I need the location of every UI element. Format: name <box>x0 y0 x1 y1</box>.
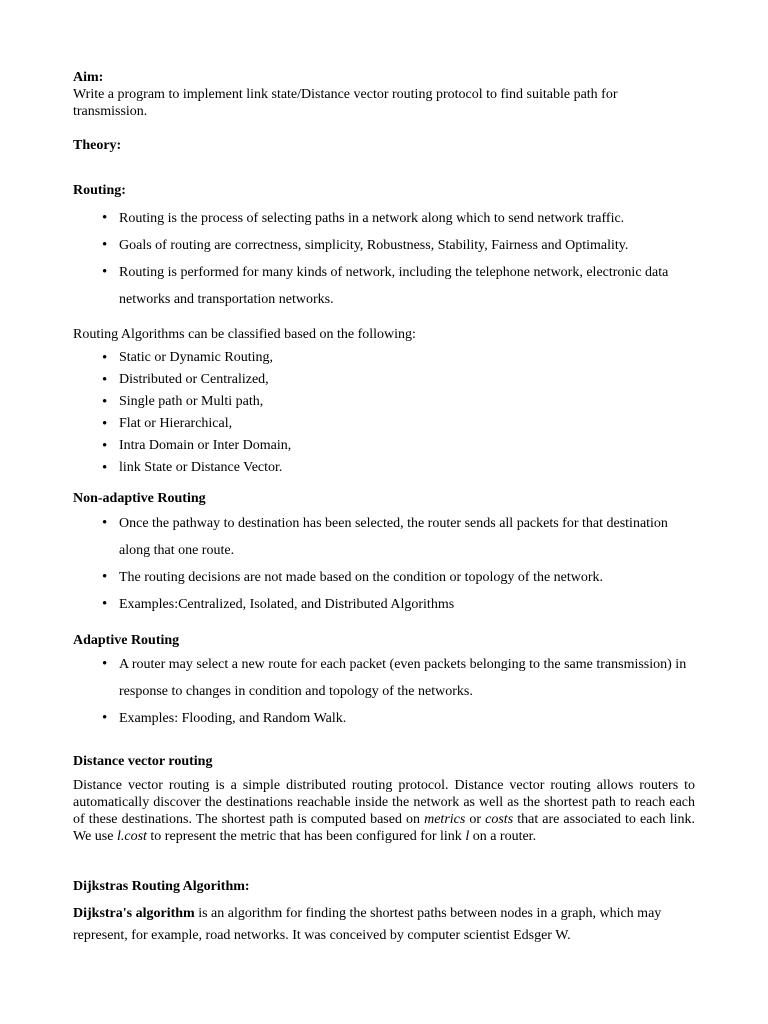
bullet-item: • Examples: Flooding, and Random Walk. <box>73 705 695 732</box>
bullet-item: • Goals of routing are correctness, simplicity, Robustness, Stability, Fairness and Optimality. <box>73 232 695 259</box>
classification-bullet-list <box>73 347 695 479</box>
non-adaptive-bullet-list <box>73 510 695 618</box>
bullet-item: • Intra Domain or Inter Domain, <box>73 435 695 457</box>
bullet-item: • Once the pathway to destination has been selected, the router sends all packets for that destination along that one route. <box>73 510 695 564</box>
distance-vector-paragraph: Distance vector routing is a simple distributed routing protocol. Distance vector routing allows routers to automatically discover the destinations reachable inside the network as well as the shortest path to reach each of these destinations. The shortest path is computed based on metrics or costs that are associated to each link. We use l.cost to represent the metric that has been configured for link l on a router. <box>73 778 695 844</box>
theory-heading: Theory: <box>73 138 122 153</box>
adaptive-heading: Adaptive Routing <box>73 633 180 648</box>
aim-text: Write a program to implement link state/Distance vector routing protocol to find suitable path for transmission. <box>73 87 618 119</box>
bullet-item: • Routing is performed for many kinds of network, including the telephone network, electronic data networks and transportation networks. <box>73 259 695 313</box>
adaptive-bullet-list <box>73 651 695 732</box>
bullet-item: • A router may select a new route for each packet (even packets belonging to the same transmission) in response to changes in condition and topology of the networks. <box>73 651 695 705</box>
bullet-item: • Examples:Centralized, Isolated, and Distributed Algorithms <box>73 591 695 618</box>
dijkstra-heading: Dijkstras Routing Algorithm: <box>73 879 250 894</box>
bullet-item: • Routing is the process of selecting paths in a network along which to send network traffic. <box>73 205 695 232</box>
bullet-item: • Distributed or Centralized, <box>73 369 695 391</box>
bullet-item: • Flat or Hierarchical, <box>73 413 695 435</box>
bullet-item: • Static or Dynamic Routing, <box>73 347 695 369</box>
bullet-item: • link State or Distance Vector. <box>73 457 695 479</box>
routing-heading: Routing: <box>73 183 126 198</box>
non-adaptive-heading: Non-adaptive Routing <box>73 491 206 506</box>
classification-intro: Routing Algorithms can be classified based on the following: <box>73 327 416 342</box>
aim-heading: Aim: <box>73 70 104 85</box>
distance-vector-heading: Distance vector routing <box>73 754 213 769</box>
routing-bullet-list <box>73 205 695 313</box>
dijkstra-paragraph: Dijkstra's algorithm is an algorithm for finding the shortest paths between nodes in a graph, which may represent, for example, road networks. It was conceived by computer scientist Edsger W. <box>73 906 662 943</box>
bullet-item: • Single path or Multi path, <box>73 391 695 413</box>
bullet-item: • The routing decisions are not made based on the condition or topology of the network. <box>73 564 695 591</box>
